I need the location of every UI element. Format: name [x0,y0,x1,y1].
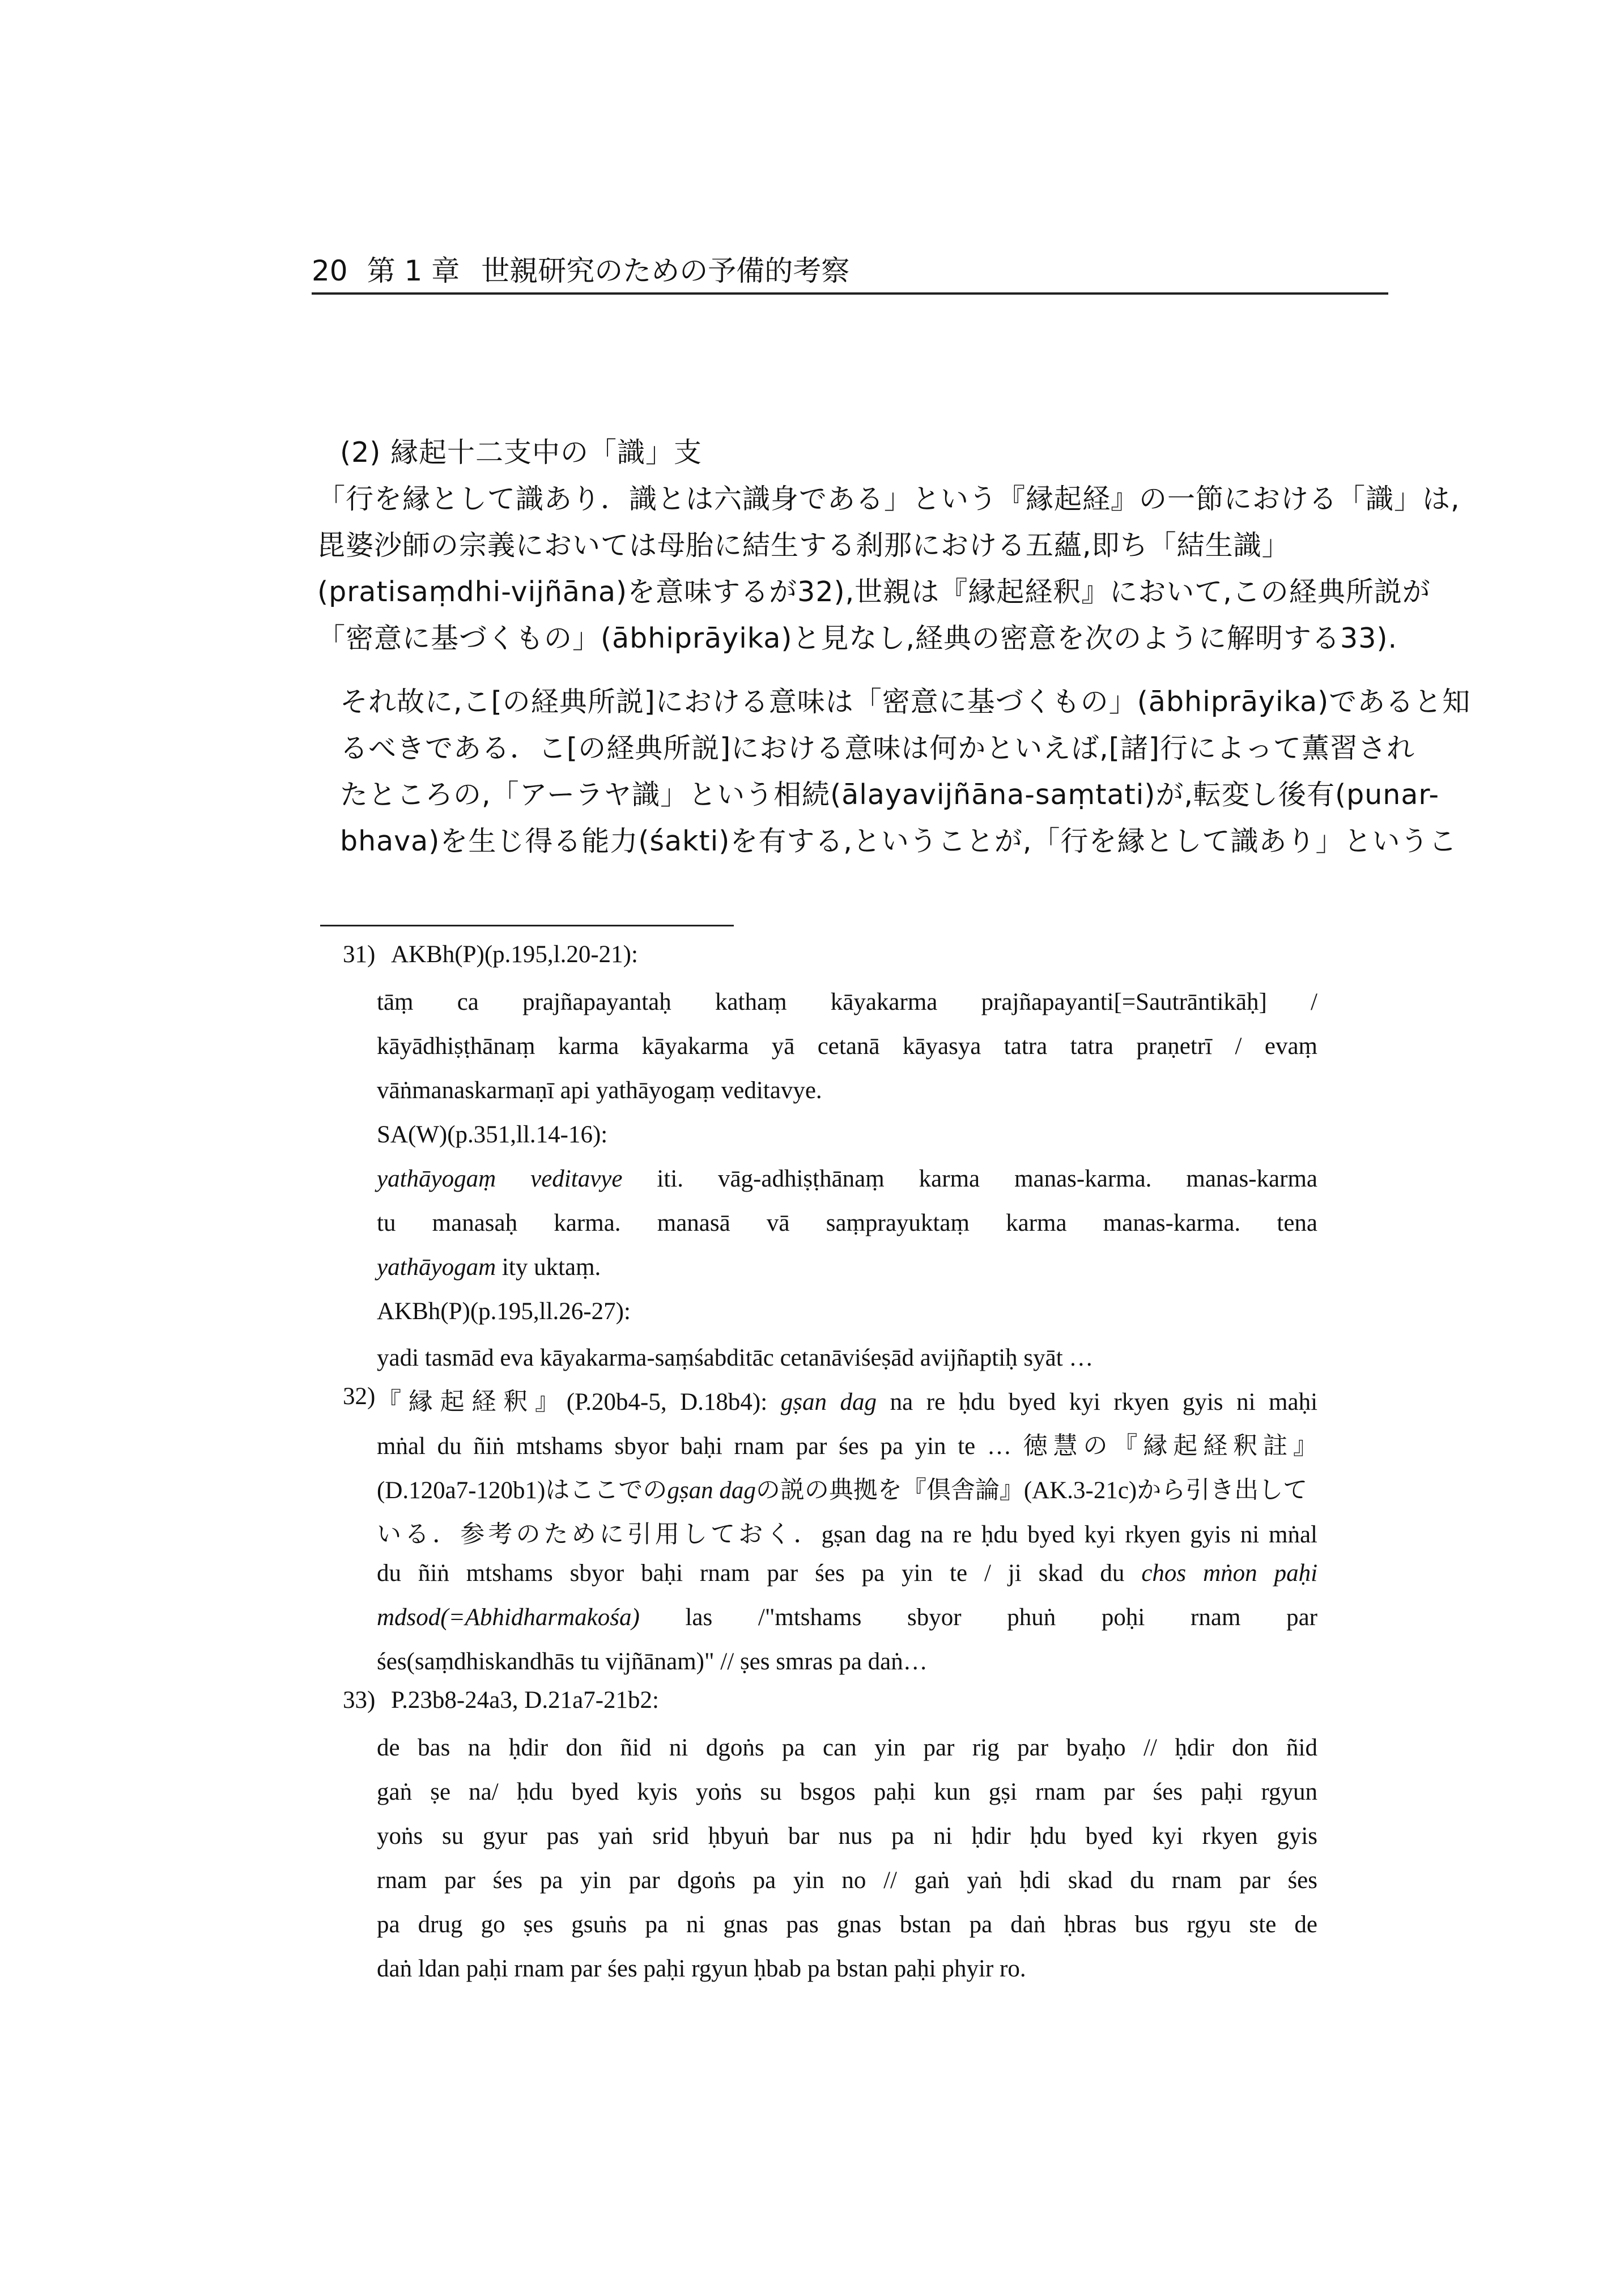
footnote-line: vāṅmanaskarmaṇī api yathāyogaṃ veditavye. [377,1077,822,1104]
footnote-line [377,1559,1317,1587]
footnote-32-label: 32) [343,1383,376,1410]
footnote-line [377,1383,1317,1417]
footnote-line: mṅal du ñiṅ mtshams sbyor baḥi rnam par śes pa yin te … 徳慧の『縁起経釈註』 [377,1433,1317,1460]
quote-line: たところの,「アーラヤ識」という相続(ālayavijñāna-saṃtati)が,転変し後有(punar- [340,779,1440,811]
footnote-line: yadi tasmād eva kāyakarma-saṃśabditāc cetanāviśeṣād avijñaptiḥ syāt … [377,1345,1094,1371]
quote-line: それ故に,こ[の経典所説]における意味は「密意に基づくもの」(ābhiprāyika)であると知 [340,686,1471,718]
italic-term: yathāyogaṃ veditavye [377,1166,623,1192]
footnote-line: tāṃ ca prajñapayantaḥ kathaṃ kāyakarma prajñapayanti[=Sautrāntikāḥ] / [377,989,1317,1015]
footnote-line: gaṅ ṣe na/ ḥdu byed kyis yoṅs su bsgos paḥi kun gṣi rnam par śes paḥi rgyun [377,1779,1317,1805]
section-heading: (2) 縁起十二支中の「識」支 [340,436,702,469]
page-number: 20 [312,254,348,287]
footnote-line: de bas na ḥdir don ñid ni dgoṅs pa can yin par rig par byaḥo // ḥdir don ñid [377,1734,1317,1761]
chapter-title: 世親研究のための予備的考察 [481,254,850,287]
footnote-line: いる．参考のために引用しておく．gṣan dag na re ḥdu byed kyi rkyen gyis ni mṅal [377,1521,1317,1548]
footnote-text: の説の典拠を『倶舎論』(AK.3-21c)から引き出して [755,1477,1308,1504]
quote-line: るべきである．こ[の経典所説]における意味は何かといえば,[諸]行によって薫習され [340,732,1415,764]
footnote-line: pa drug go ṣes gsuṅs pa ni gnas pas gnas bstan pa daṅ ḥbras bus rgyu ste de [377,1911,1317,1938]
footnote-line: kāyādhiṣṭhānaṃ karma kāyakarma yā cetanā kāyasya tatra tatra praṇetrī / evaṃ [377,1033,1317,1060]
body-line: 「行を縁として識あり．識とは六識身である」という『縁起経』の一節における「識」は, [317,483,1460,515]
footnote-text: 『縁起経釈』(P.20b4-5, D.18b4): [377,1389,768,1415]
footnote-line [377,1253,601,1281]
footnote-line [377,1471,1307,1506]
footnote-ref: P.23b8-24a3, D.21a7-21b2: [391,1687,659,1714]
footnote-rule [320,925,734,926]
footnote-line: rnam par śes pa yin par dgoṅs pa yin no // gaṅ yaṅ ḥdi skad du rnam par śes [377,1867,1317,1894]
footnote-text: (D.120a7-120b1)はここでの [377,1477,668,1504]
chapter-label: 第 1 章 [367,254,460,287]
italic-term: chos mṅon paḥi [1141,1560,1318,1587]
running-header [312,249,1388,295]
footnote-line: daṅ ldan paḥi rnam par śes paḥi rgyun ḥbab pa bstan paḥi phyir ro. [377,1955,1026,1982]
quote-line: bhava)を生じ得る能力(śakti)を有する,ということが,「行を縁として識あり」というこ [340,825,1457,857]
footnote-text: du ñiṅ mtshams sbyor baḥi rnam par śes pa yin te / ji skad du [377,1560,1125,1587]
footnote-31-ref: AKBh(P)(p.195,l.20-21): [391,941,638,968]
italic-term: gṣan dag [667,1477,756,1504]
footnote-text: las /"mtshams sbyor phuṅ poḥi rnam par [685,1604,1317,1631]
footnote-text: na re ḥdu byed kyi rkyen gyis ni maḥi [890,1389,1318,1415]
footnote-ref: AKBh(P)(p.195,ll.26-27): [377,1298,631,1325]
italic-term: yathāyogam [377,1254,496,1281]
footnote-33-label: 33) [343,1687,376,1714]
body-line: 「密意に基づくもの」(ābhiprāyika)と見なし,経典の密意を次のように解明する33). [317,622,1398,654]
footnote-line [377,1604,1317,1631]
footnote-31-label: 31) [343,941,376,968]
body-line: (pratisaṃdhi-vijñāna)を意味するが32),世親は『縁起経釈』において,この経典所説が [317,576,1431,608]
footnote-line: śes(saṃdhiskandhās tu vijñānam)" // ṣes smras pa daṅ… [377,1648,928,1675]
footnote-text: ity uktaṃ. [501,1254,601,1281]
italic-term: mdsod(=Abhidharmakośa) [377,1604,640,1631]
footnote-ref: SA(W)(p.351,ll.14-16): [377,1121,608,1148]
footnote-text: iti. vāg-adhiṣṭhānaṃ karma manas-karma. manas-karma [657,1166,1317,1192]
footnote-line: tu manasaḥ karma. manasā vā saṃprayuktaṃ karma manas-karma. tena [377,1210,1317,1236]
footnote-line: yoṅs su gyur pas yaṅ srid ḥbyuṅ bar nus pa ni ḥdir ḥdu byed kyi rkyen gyis [377,1823,1317,1849]
body-line: 毘婆沙師の宗義においては母胎に結生する刹那における五蘊,即ち「結生識」 [317,529,1290,562]
italic-term: gṣan dag [780,1389,877,1415]
footnote-line [377,1165,1317,1193]
